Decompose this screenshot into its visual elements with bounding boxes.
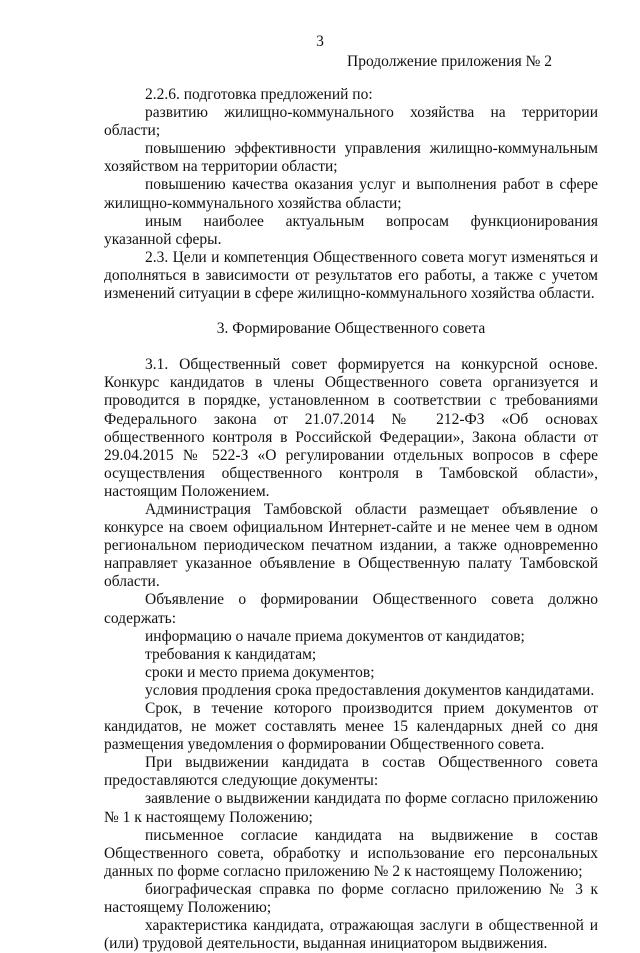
paragraph: заявление о выдвижении кандидата по форме согласно приложению № 1 к настоящему Положению; <box>104 790 598 826</box>
page-number: 3 <box>316 33 324 50</box>
paragraph: характеристика кандидата, отражающая заслуги в общественной и (или) трудовой деятельности, выданная инициатором выдвижения. <box>104 917 598 953</box>
paragraph: Объявление о формировании Общественного совета должно содержать: <box>104 591 598 627</box>
paragraph: биографическая справка по форме согласно приложению № 3 к настоящему Положению; <box>104 880 598 917</box>
paragraph: При выдвижении кандидата в состав Общественного совета предоставляются следующие документы: <box>104 754 598 790</box>
paragraph: развитию жилищно-коммунального хозяйства на территории области; <box>104 104 598 140</box>
document-body <box>104 86 598 953</box>
paragraph: повышению качества оказания услуг и выполнения работ в сфере жилищно-коммунального хозяйства области; <box>104 176 598 212</box>
paragraph: 3.1. Общественный совет формируется на конкурсной основе. Конкурс кандидатов в члены Общественного совета организуется и проводится в порядке, установленном в соответствии с требованиями Федерального закона от 21.07.2014 № 212-ФЗ «Об основах общественного контроля в Российской Федерации», Закона области от 29.04.2015 № 522-З «О регулировании отдельных вопросов в сфере осуществления общественного контроля в Тамбовской области», настоящим Положением. <box>104 356 598 500</box>
paragraph: письменное согласие кандидата на выдвижение в состав Общественного совета, обработку и использование его персональных данных по форме согласно приложению № 2 к настоящему Положению; <box>104 826 598 880</box>
paragraph: требования к кандидатам; <box>145 645 317 663</box>
paragraph: Срок, в течение которого производится прием документов от кандидатов, не может составлять менее 15 календарных дней со дня размещения уведомления о формировании Общественного совета. <box>104 700 598 754</box>
paragraph: 2.2.6. подготовка предложений по: <box>145 86 373 103</box>
paragraph: повышению эффективности управления жилищно-коммунальным хозяйством на территории области; <box>104 140 598 176</box>
paragraph: иным наиболее актуальным вопросам функционирования указанной сферы. <box>104 212 598 248</box>
paragraph: сроки и место приема документов; <box>145 663 375 681</box>
paragraph: Администрация Тамбовской области размещает объявление о конкурсе на своем официальном Интернет-сайте и не менее чем в одном региональном периодическом печатном издании, а также одновременно направляет указанное объявление в Общественную палату Тамбовской области. <box>104 500 598 591</box>
paragraph: информацию о начале приема документов от кандидатов; <box>145 627 525 645</box>
paragraph: 2.3. Цели и компетенция Общественного совета могут изменяться и дополняться в зависимости от результатов его работы, а также с учетом изменений ситуации в сфере жилищно-коммунального хозяйства области. <box>104 248 598 303</box>
appendix-continuation-label: Продолжение приложения № 2 <box>347 53 552 70</box>
paragraph: условия продления срока предоставления документов кандидатами. <box>145 681 595 699</box>
section-title: 3. Формирование Общественного совета <box>216 320 486 338</box>
